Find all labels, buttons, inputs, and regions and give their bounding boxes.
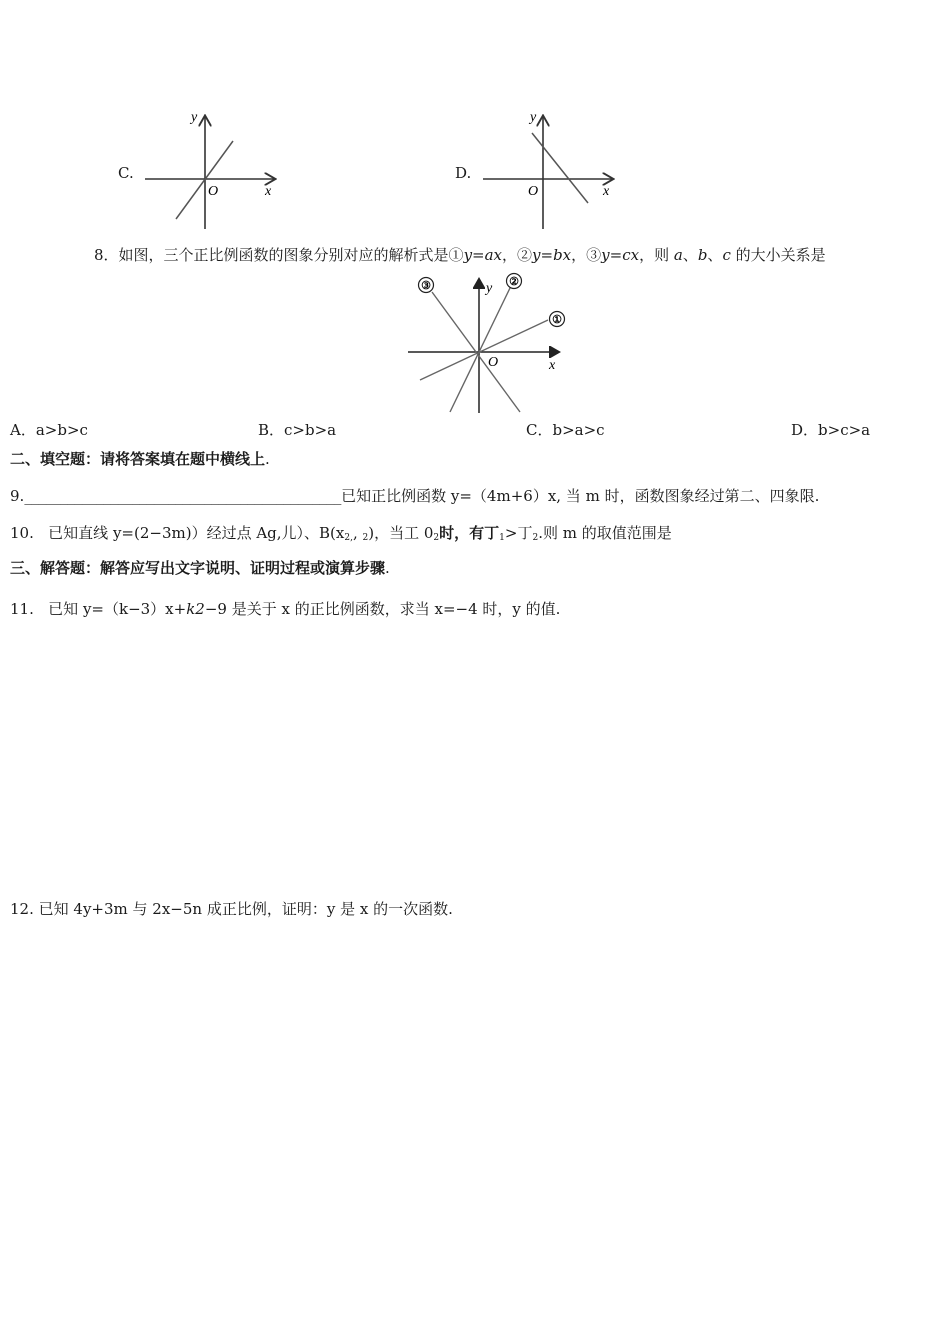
option-a: [10, 419, 88, 440]
question-text: 已知 y=（k−3）x+: [48, 600, 187, 618]
subscript: 2: [532, 533, 539, 543]
separator: 、: [682, 246, 698, 264]
question-number: 8．: [94, 246, 119, 264]
question-10: [10, 522, 672, 543]
section-2-heading: [10, 448, 270, 469]
question-number: 12.: [10, 900, 34, 918]
subscript: 2,: [344, 533, 353, 543]
option-c: [526, 419, 605, 440]
option-d: [791, 419, 870, 440]
separator: 、: [707, 246, 723, 264]
question-number: 10.: [10, 524, 34, 542]
y-axis-label: y: [191, 110, 198, 125]
option-label: D．: [791, 421, 819, 439]
var-b: b: [697, 246, 708, 264]
question-number: 9.: [10, 487, 25, 505]
formula-2: y=bx: [532, 246, 572, 264]
question-text: .则 m 的取值范围是: [538, 524, 672, 542]
formula-1: y=ax: [463, 246, 503, 264]
separator: ，③: [571, 246, 602, 264]
question-8-figure: [402, 270, 572, 415]
question-text: )，当工 0: [368, 524, 434, 542]
x-axis-label: x: [265, 184, 272, 199]
question-text: 时，有丁: [439, 524, 500, 542]
question-text: 的大小关系是: [730, 246, 826, 264]
section-3-heading: [10, 557, 390, 578]
line-1: [420, 320, 548, 380]
separator: ，②: [502, 246, 533, 264]
question-text: ,: [352, 524, 363, 542]
option-d-graph: [478, 105, 618, 235]
answer-blank[interactable]: ____________________________________________: [24, 487, 342, 505]
x-axis-label: x: [603, 184, 610, 199]
origin-label: O: [528, 184, 539, 199]
label-2: ②: [509, 276, 519, 288]
section-title: 三、解答题：解答应写出文字说明、证明过程或演算步骤: [10, 559, 386, 577]
subscript: 1: [499, 533, 505, 543]
var-c: c: [722, 246, 731, 264]
option-label: B．: [258, 421, 285, 439]
question-12: [10, 898, 453, 919]
x-axis-label: x: [549, 358, 556, 373]
option-label: C．: [526, 421, 553, 439]
option-text: c>b>a: [284, 421, 337, 439]
question-text: ，则: [639, 246, 674, 264]
y-axis-label: y: [530, 110, 537, 125]
section-title-end: .: [265, 450, 270, 468]
option-d-label: D.: [455, 164, 472, 182]
section-title: 二、填空题：请将答案填在题中横线上: [10, 450, 266, 468]
section-title-end: .: [385, 559, 390, 577]
option-text: a>b>c: [35, 421, 88, 439]
y-axis-label: y: [486, 281, 493, 296]
question-text: 已知正比例函数 y=（4m+6）x, 当 m 时，函数图象经过第二、四象限.: [341, 487, 820, 505]
graph-line: [532, 133, 588, 203]
subscript: 2: [362, 533, 369, 543]
question-11: [10, 598, 560, 619]
question-text: >丁: [504, 524, 533, 542]
question-8-stem: [94, 244, 826, 265]
question-text: 已知 4y+3m 与 2x−5n 成正比例，证明：y 是 x 的一次函数.: [38, 900, 453, 918]
question-number: 11.: [10, 600, 34, 618]
origin-label: O: [208, 184, 219, 199]
option-b: [258, 419, 336, 440]
label-3: ③: [421, 280, 431, 292]
formula-3: y=cx: [601, 246, 640, 264]
var-a: a: [673, 246, 683, 264]
option-label: A．: [10, 421, 36, 439]
option-text: b>c>a: [818, 421, 871, 439]
question-9: [10, 485, 819, 506]
line-2: [450, 288, 510, 412]
option-c-label: C.: [118, 164, 134, 182]
question-text: 已知直线 y=(2−3m)）经过点 Ag,儿）、B(x: [48, 524, 345, 542]
question-text-italic: k2: [186, 600, 205, 618]
option-text: b>a>c: [552, 421, 605, 439]
question-text: −9 是关于 x 的正比例函数，求当 x=−4 时，y 的值.: [204, 600, 561, 618]
label-1: ①: [552, 314, 562, 326]
origin-label: O: [488, 355, 499, 370]
subscript: 2: [433, 533, 440, 543]
option-c-graph: [140, 105, 280, 235]
question-text: 如图，三个正比例函数的图象分别对应的解析式是①: [118, 246, 464, 264]
